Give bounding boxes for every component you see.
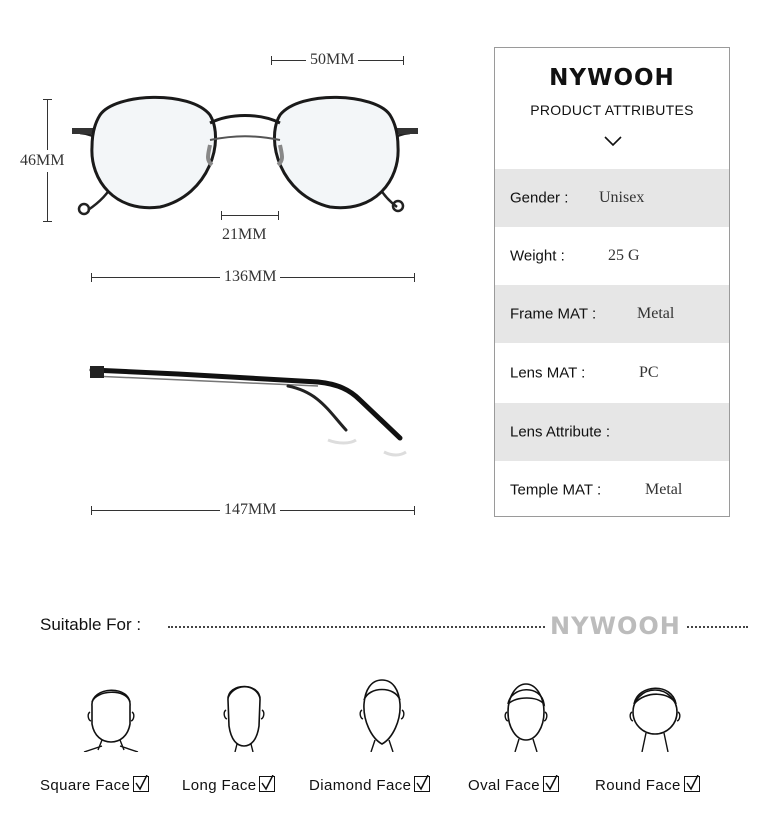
- bridge-width-label: 21MM: [218, 226, 270, 244]
- temple-length-label: 147MM: [220, 501, 280, 519]
- brand-watermark: NYWOOH: [546, 612, 685, 640]
- diamond-face-icon: [353, 676, 411, 752]
- face-label-oval: [468, 776, 559, 794]
- attribute-value: Unisex: [599, 189, 645, 206]
- glasses-front-illustration: [70, 85, 420, 220]
- attribute-value: Metal: [645, 481, 683, 498]
- long-face-icon: [215, 676, 273, 752]
- round-face-icon: [626, 676, 684, 752]
- product-attributes-heading: PRODUCT ATTRIBUTES: [530, 102, 694, 118]
- face-label-text: Oval Face: [468, 777, 540, 794]
- attribute-row-temple-mat: [495, 461, 729, 519]
- dim-tick: [278, 211, 279, 220]
- attribute-row-lens-mat: [495, 343, 729, 403]
- face-label-text: Round Face: [595, 777, 681, 794]
- attribute-label: Lens MAT :: [510, 364, 586, 382]
- checkmark-icon: [259, 776, 275, 792]
- face-label-diamond: [309, 776, 430, 794]
- attribute-value: PC: [639, 364, 659, 381]
- attribute-value: 25 G: [608, 247, 640, 264]
- dim-tick: [43, 221, 52, 222]
- dim-tick: [414, 506, 415, 515]
- checkmark-icon: [684, 776, 700, 792]
- attribute-row-gender: [495, 169, 729, 227]
- checkmark-icon: [414, 776, 430, 792]
- dim-tick: [403, 56, 404, 65]
- chevron-down-icon: [603, 134, 623, 148]
- face-label-round: [595, 776, 700, 794]
- lens-width-label: 50MM: [306, 51, 358, 69]
- attribute-value: Metal: [637, 305, 675, 322]
- dim-tick: [414, 273, 415, 282]
- attribute-label: Temple MAT :: [510, 481, 602, 499]
- glasses-side-illustration: [88, 360, 408, 460]
- attribute-label: Weight :: [510, 247, 565, 265]
- bridge-width-line: [221, 215, 279, 216]
- attribute-row-weight: [495, 227, 729, 285]
- product-attributes-panel: [494, 47, 730, 517]
- frame-width-label: 136MM: [220, 268, 280, 286]
- face-label-text: Square Face: [40, 777, 131, 794]
- checkmark-icon: [133, 776, 149, 792]
- square-face-icon: [82, 676, 140, 752]
- checkmark-icon: [543, 776, 559, 792]
- attribute-label: Gender :: [510, 189, 569, 207]
- brand-logo: NYWOOH: [549, 65, 675, 91]
- face-label-long: [182, 776, 275, 794]
- face-label-text: Long Face: [182, 777, 257, 794]
- lens-height-label: 46MM: [18, 150, 66, 172]
- attribute-label: Frame MAT :: [510, 305, 597, 323]
- attribute-label: Lens Attribute :: [510, 423, 611, 441]
- face-label-square: [40, 776, 149, 794]
- attribute-row-frame-mat: [495, 285, 729, 343]
- attribute-row-lens-attribute: [495, 403, 729, 461]
- face-label-text: Diamond Face: [309, 777, 412, 794]
- oval-face-icon: [497, 676, 555, 752]
- suitable-for-label: Suitable For :: [40, 615, 142, 634]
